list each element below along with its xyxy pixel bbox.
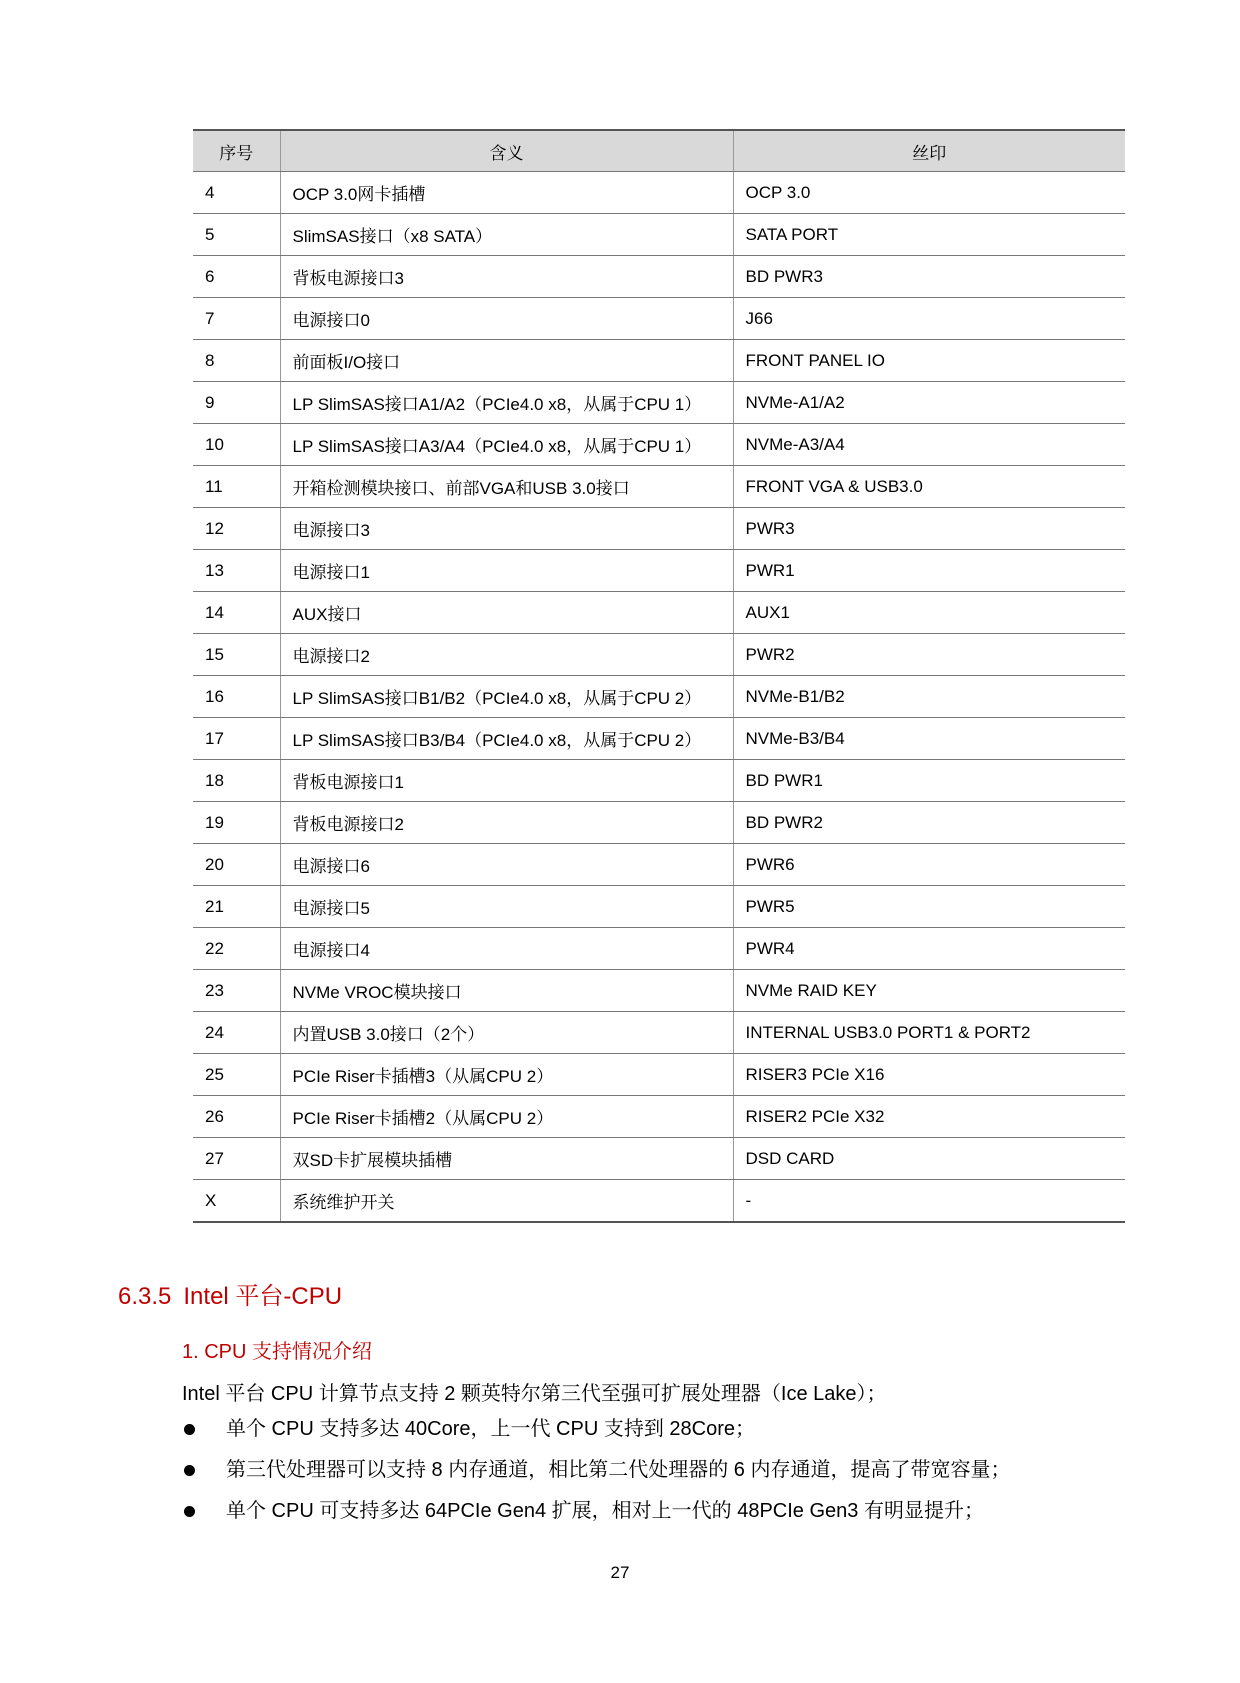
cell-serial-number: 7: [193, 298, 280, 340]
cell-meaning: 背板电源接口2: [280, 802, 733, 844]
cell-meaning: 电源接口5: [280, 886, 733, 928]
intro-paragraph: Intel 平台 CPU 计算节点支持 2 颗英特尔第三代至强可扩展处理器（Ice Lake）；: [182, 1383, 887, 1405]
cell-meaning: 电源接口1: [280, 550, 733, 592]
table-row: [193, 1096, 1125, 1138]
table-row: [193, 508, 1125, 550]
subsection-heading: 1. CPU 支持情况介绍: [182, 1341, 373, 1363]
cell-silkscreen: FRONT PANEL IO: [733, 340, 1125, 382]
cell-silkscreen: BD PWR3: [733, 256, 1125, 298]
cell-silkscreen: BD PWR2: [733, 802, 1125, 844]
table-body: [193, 172, 1125, 1223]
cell-silkscreen: PWR4: [733, 928, 1125, 970]
cell-serial-number: 22: [193, 928, 280, 970]
cell-silkscreen: INTERNAL USB3.0 PORT1 & PORT2: [733, 1012, 1125, 1054]
table-row: [193, 550, 1125, 592]
cell-meaning: 双SD卡扩展模块插槽: [280, 1138, 733, 1180]
cell-serial-number: 13: [193, 550, 280, 592]
header-silkscreen: 丝印: [733, 130, 1125, 172]
cell-serial-number: 17: [193, 718, 280, 760]
table-row: [193, 886, 1125, 928]
cell-serial-number: 5: [193, 214, 280, 256]
cell-serial-number: 16: [193, 676, 280, 718]
cell-meaning: LP SlimSAS接口A3/A4（PCIe4.0 x8，从属于CPU 1）: [280, 424, 733, 466]
cell-silkscreen: BD PWR1: [733, 760, 1125, 802]
cell-serial-number: 18: [193, 760, 280, 802]
cell-meaning: 电源接口3: [280, 508, 733, 550]
table-row: [193, 466, 1125, 508]
table-row: [193, 382, 1125, 424]
cell-meaning: NVMe VROC模块接口: [280, 970, 733, 1012]
cell-silkscreen: PWR5: [733, 886, 1125, 928]
cell-silkscreen: FRONT VGA & USB3.0: [733, 466, 1125, 508]
cell-serial-number: 9: [193, 382, 280, 424]
cell-silkscreen: SATA PORT: [733, 214, 1125, 256]
cell-serial-number: 25: [193, 1054, 280, 1096]
table-row: [193, 760, 1125, 802]
feature-list: [182, 1416, 1010, 1539]
cell-meaning: 背板电源接口1: [280, 760, 733, 802]
list-item-text: 第三代处理器可以支持 8 内存通道，相比第二代处理器的 6 内存通道，提高了带宽容量；: [226, 1459, 1011, 1481]
table-row: [193, 256, 1125, 298]
cell-serial-number: 24: [193, 1012, 280, 1054]
cell-silkscreen: J66: [733, 298, 1125, 340]
cell-serial-number: 11: [193, 466, 280, 508]
cell-serial-number: 4: [193, 172, 280, 214]
table-row: [193, 844, 1125, 886]
cell-silkscreen: -: [733, 1180, 1125, 1223]
table-header: [193, 130, 1125, 172]
bullet-icon: [184, 1424, 195, 1435]
cell-meaning: SlimSAS接口（x8 SATA）: [280, 214, 733, 256]
bullet-icon: [184, 1465, 195, 1476]
cell-silkscreen: PWR1: [733, 550, 1125, 592]
cell-meaning: 背板电源接口3: [280, 256, 733, 298]
cell-meaning: AUX接口: [280, 592, 733, 634]
cell-meaning: 电源接口2: [280, 634, 733, 676]
table-row: [193, 1180, 1125, 1223]
cell-meaning: 电源接口6: [280, 844, 733, 886]
cell-meaning: LP SlimSAS接口A1/A2（PCIe4.0 x8，从属于CPU 1）: [280, 382, 733, 424]
cell-silkscreen: OCP 3.0: [733, 172, 1125, 214]
list-item-text: 单个 CPU 支持多达 40Core，上一代 CPU 支持到 28Core；: [226, 1418, 755, 1440]
list-item: [182, 1498, 1010, 1539]
cell-meaning: LP SlimSAS接口B1/B2（PCIe4.0 x8，从属于CPU 2）: [280, 676, 733, 718]
cell-serial-number: 27: [193, 1138, 280, 1180]
list-item: [182, 1457, 1010, 1498]
section-heading: [118, 1276, 342, 1311]
cell-serial-number: 21: [193, 886, 280, 928]
table-row: [193, 340, 1125, 382]
cell-silkscreen: PWR6: [733, 844, 1125, 886]
cell-serial-number: 19: [193, 802, 280, 844]
section-number: 6.3.5: [118, 1283, 172, 1310]
cell-serial-number: 23: [193, 970, 280, 1012]
cell-serial-number: 6: [193, 256, 280, 298]
cell-serial-number: X: [193, 1180, 280, 1223]
cell-meaning: 电源接口4: [280, 928, 733, 970]
cell-serial-number: 20: [193, 844, 280, 886]
cell-meaning: LP SlimSAS接口B3/B4（PCIe4.0 x8，从属于CPU 2）: [280, 718, 733, 760]
cell-silkscreen: AUX1: [733, 592, 1125, 634]
cell-silkscreen: DSD CARD: [733, 1138, 1125, 1180]
table-row: [193, 1054, 1125, 1096]
table-row: [193, 424, 1125, 466]
table-header-row: [193, 130, 1125, 172]
header-serial-number: 序号: [193, 130, 280, 172]
cell-meaning: 开箱检测模块接口、前部VGA和USB 3.0接口: [280, 466, 733, 508]
cell-silkscreen: RISER3 PCIe X16: [733, 1054, 1125, 1096]
page-number: 27: [610, 1563, 630, 1582]
cell-serial-number: 8: [193, 340, 280, 382]
cell-silkscreen: PWR3: [733, 508, 1125, 550]
cell-serial-number: 15: [193, 634, 280, 676]
cell-meaning: OCP 3.0网卡插槽: [280, 172, 733, 214]
cell-silkscreen: PWR2: [733, 634, 1125, 676]
table-row: [193, 928, 1125, 970]
cell-serial-number: 14: [193, 592, 280, 634]
header-meaning: 含义: [280, 130, 733, 172]
cell-meaning: 内置USB 3.0接口（2个）: [280, 1012, 733, 1054]
table-row: [193, 214, 1125, 256]
cell-meaning: PCIe Riser卡插槽2（从属CPU 2）: [280, 1096, 733, 1138]
table-row: [193, 172, 1125, 214]
cell-silkscreen: NVMe-A3/A4: [733, 424, 1125, 466]
cell-silkscreen: NVMe RAID KEY: [733, 970, 1125, 1012]
cell-meaning: 电源接口0: [280, 298, 733, 340]
cell-meaning: PCIe Riser卡插槽3（从属CPU 2）: [280, 1054, 733, 1096]
cell-silkscreen: RISER2 PCIe X32: [733, 1096, 1125, 1138]
cell-serial-number: 10: [193, 424, 280, 466]
table-row: [193, 1012, 1125, 1054]
table-row: [193, 802, 1125, 844]
cell-silkscreen: NVMe-B3/B4: [733, 718, 1125, 760]
cell-serial-number: 12: [193, 508, 280, 550]
section-title: Intel 平台-CPU: [183, 1283, 343, 1310]
interface-table: [193, 129, 1125, 1223]
list-item-text: 单个 CPU 可支持多达 64PCIe Gen4 扩展，相对上一代的 48PCIe Gen3 有明显提升；: [226, 1500, 984, 1522]
cell-silkscreen: NVMe-B1/B2: [733, 676, 1125, 718]
cell-meaning: 前面板I/O接口: [280, 340, 733, 382]
table-row: [193, 1138, 1125, 1180]
table-row: [193, 970, 1125, 1012]
cell-meaning: 系统维护开关: [280, 1180, 733, 1223]
cell-silkscreen: NVMe-A1/A2: [733, 382, 1125, 424]
list-item: [182, 1416, 1010, 1457]
table-row: [193, 676, 1125, 718]
table-row: [193, 298, 1125, 340]
cell-serial-number: 26: [193, 1096, 280, 1138]
bullet-icon: [184, 1506, 195, 1517]
table-row: [193, 592, 1125, 634]
table-row: [193, 718, 1125, 760]
table-row: [193, 634, 1125, 676]
